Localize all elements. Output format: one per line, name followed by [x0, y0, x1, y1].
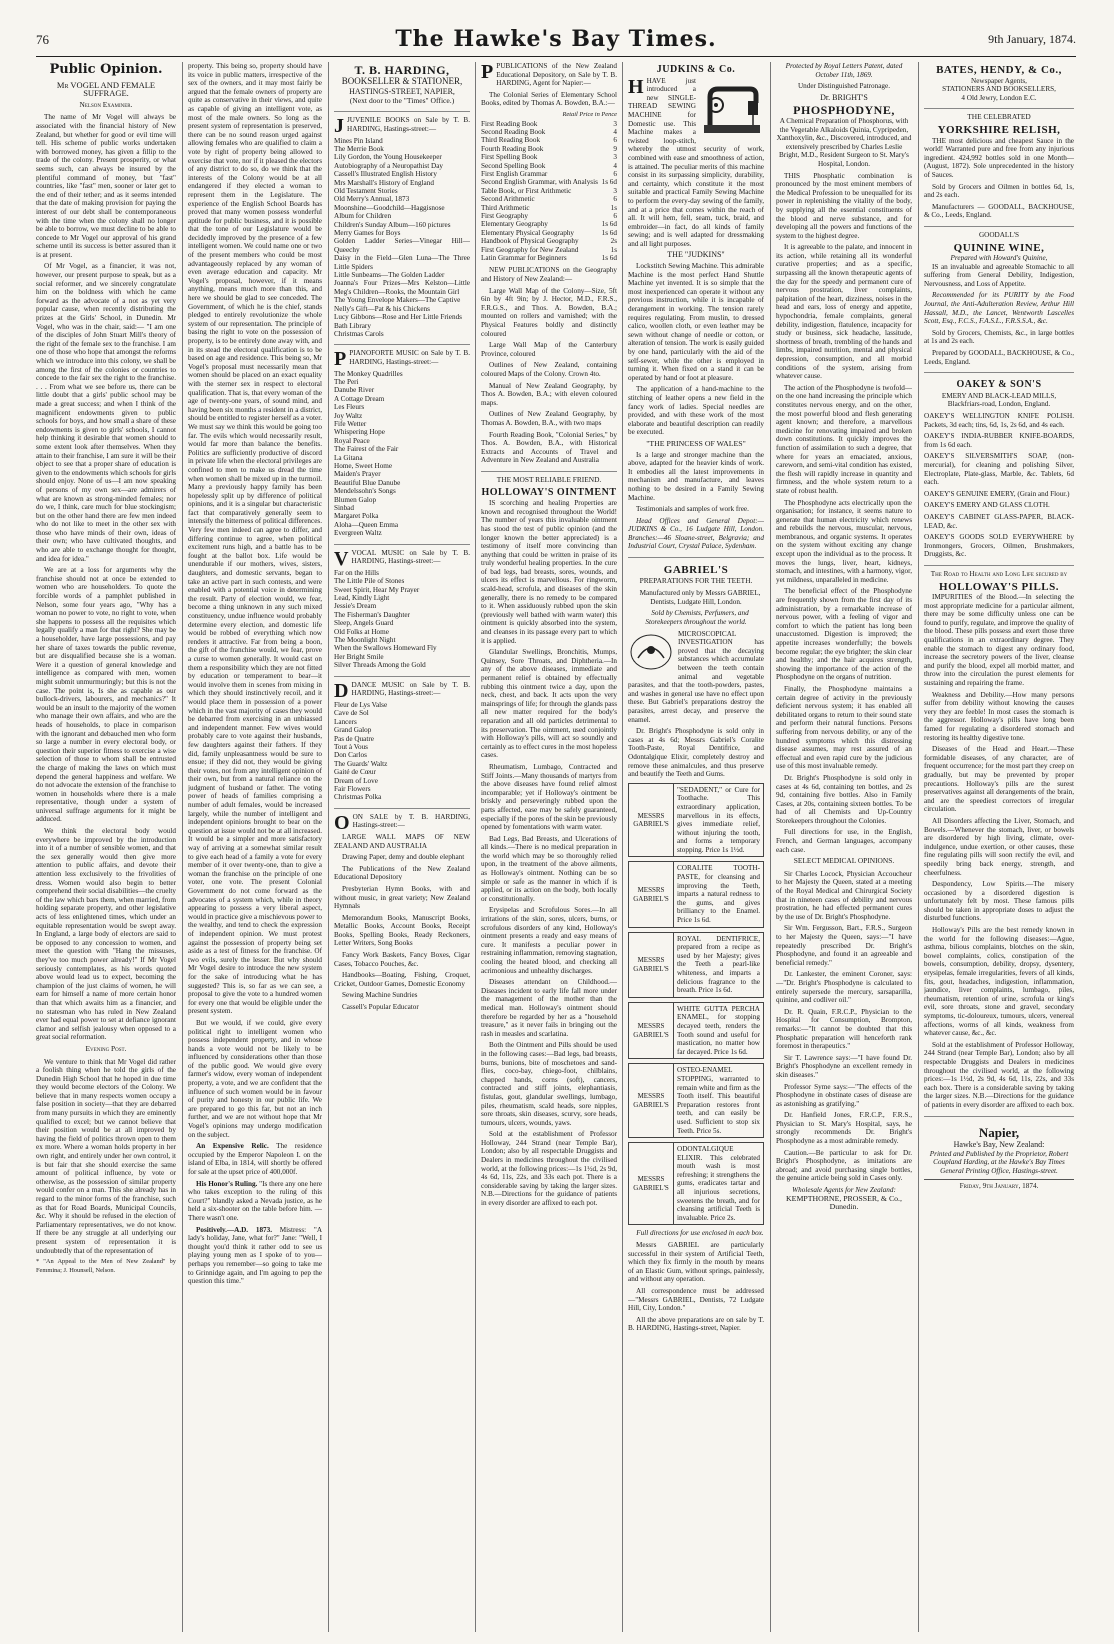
list-item: Tout à Vous [334, 742, 368, 751]
advert-tagline: GOODALL'S [978, 230, 1020, 239]
article-paragraph: property. This being so, property should have its voice in public matters, irrespective of the sex of the owners, and it may most fairly be argued that the female owners of property are quite as conservative in their views, and quite as capable of giving an intelligent vote, as most of the male owners. So long as the present system of representation is preserved, there can be no sound reason urged against allowing females who are qualified to claim a vote by right of property being allowed to exercise that vote, nor if it pleased the electors of any district to do so, do we think that the interests of the Colony would be at all endangered if they elected a woman to represent them in the Legislature. The experience of the English School Boards has proved that many women possess wonderful aptitude for public business, and it is possible that the tone of our Legislature would be decidedly improved by the presence of a few intelligent women. We could name one or two of the present members who could be most advantageously replaced by any woman of even average education and capacity. Mr Vogel's proposal, however, if it means anything, means much more than this, and here we should be glad to see conceded. The Government, of which he is the chief, stands pledged to entirely revolutionize the whole system of our representation. The principle of basing the right to vote on the possession of property, is to be entirely done away with, and in its stead the electoral qualification is to be based on age and residence. This being so, Mr Vogel's proposal must necessarily mean that women should be placed on an exact equality with the sterner sex in respect to electoral qualification. That is, that every woman of the age of twenty-one years, of sound mind, and having been six months a resident in a district, should be entitled to register herself as a voter. We must say we think this would be going too far. The evils which would necessarily result, would far more than balance the benefits. Politics are sufficiently productive of discord in private life when the electoral privileges are confined to men to make us dread the time when women shall be mixed up in the turmoil. Many a previously happy family has been hopelessly split up by difference of political opinions, and it is a singular but characteristic fact that comparatively generally seem to intensify the bitterness of political differences. Very few men indeed can agree to differ, and differing continue to agree, when political excitement runs high, and a battle has to be fought at the ballot box. Life would be unendurable if our mothers, wives, sisters, daughters, and domestic servants, began to take an active part in such contests, and were enabled with a potential voice in determining the result. Party of election would, we fear, become a thing unknown in any such mixed constituency, undue influence would probably determine every election, and domestic life would be robbed of everything which now renders it attractive. Far from being a boon, the gift of the franchise would, we fear, prove a curse to women generally. It would cast on them a responsibility which they are not fitted by education or temperament to bear—it would involve them in scenes from mixing in which they should instinctively recoil, and it would place them in possession of a power which in the vast majority of cases they would be debarred from exercising in an unbiassed and independent manner. Few wives would probably care to vote against their husbands, few daughters against their fathers. If they did, family unpleasantness would be sure to ensue; if they did not, they would be giving their votes, not from any intelligent opinion of their own, but from a natural reliance on the judgment of husband or father. The voting power of heads of families comprising a number of adult females, would be increased largely, while the number of intelligent and independent opinions brought to bear on the question at issue would not be at all increased. It would be a simpler and more satisfactory way of arriving at a somewhat similar result to give each head of a family a vote for every member of it over twenty-one, than to give a woman the franchise on the principle of one voter, one vote. The present Colonial Government do not come forward as the advocates of a system which, while in theory appearing to possess a very liberal aspect, would in practice give a mischievous power to the wealthy, and tend to check the expression of independent opinion. We must protest against the possession of property being set aside as a test of fitness for the franchise. Of two evils, surely the lesser. But why should Mr Vogel desire to introduce the new system for the sake of introducing what he has suggested? This is, so far as we can see, a proposal to give the vote to a hundred women for every one that would be eligible under the present system. [188, 62, 322, 1016]
patronage-note: Under Distinguished Patronage. [797, 82, 891, 91]
gabriel-item: MESSRS GABRIEL'S "SEDADENT," or Cure for Toothache. This extraordinary application, marvellous in its effects, gives immediate relief, without injuring the tooth, and forms a temporary stopping. Price 1s 1½d. [628, 783, 764, 858]
list-item: Bath Library [334, 321, 371, 330]
list-item: Outlines of New Zealand Geography, by Thomas A. Bowden, B.A., with two maps [481, 410, 617, 427]
advert-tagline: THE CELEBRATED [967, 112, 1031, 122]
page-header [36, 26, 1076, 57]
price-row: Latin Grammar for Beginners 1s 6d [481, 254, 617, 263]
article-paragraph: The name of Mr Vogel will always be associated with the financial history of New Zealand, but whether for good or evil time will tell. His scheme of public works undertaken with borrowed money, has given a fillip to the trade of the colony. Present prosperity, or what seems such, can always be insured by the plentiful command of money, but "fast" countries, like "fast" men, sooner or later get to the end of their tether; and as it seems intended that the date of making provision for paying the interest of our debt shall be contemporaneous with the time when the colony shall no longer be able to borrow, we must decline to be able to concede to Mr Vogel our approval of his grand scheme until its success is better assured than it is at present. [36, 113, 176, 259]
advert-paragraph: The action of the Phosphodyne is twofold—on the one hand increasing the principle which constitutes nervous energy, and on the other, the most powerful blood and flesh generating agent known; and therefore, a marvellous medicine for renovating impaired and broken down constitutions. It quickly improves the function of assimilation to such a degree, that where for years an emaciated, anxious, careworn, and semi-vital condition has existed, the flesh will rapidly increase in quantity and firmness, and the whole system return to a state of robust health. [776, 383, 912, 495]
list-item: Lucy Gibbons—Rose and Her Little Friends [334, 313, 462, 322]
advert-tagline: THE MOST RELIABLE FRIEND. [496, 474, 602, 484]
product-name: "THE PRINCESS OF WALES" [646, 438, 746, 448]
list-item: Manual of New Zealand Geography, by Thos A. Bowden, B.A.; with eleven coloured maps. [481, 381, 617, 407]
price-row: First Spelling Book 3 [481, 153, 617, 162]
advert-tagline: The Road to Health and Long Life secured by [930, 569, 1068, 578]
item-text: The residence occupied by the Emperor Napoleon I. on the island of Elba, in 1814, will shortly be offered for sale at the upset price of 400,000f. [188, 1142, 322, 1176]
patent-note: Protected by Royal Letters Patent, dated October 11th, 1869. [785, 62, 903, 79]
list-item: The Peri [334, 377, 359, 386]
advert-paragraph: Sold at the establishment of Professor Holloway, 244 Strand (near Temple Bar), London; also by all respectable Druggists and Dealers in medicines throughout the civilised world, at the following prices:—1s 1½d, 2s 9d, 4s 6d, 11s, 22s, and 33s each pot. There is a considerable saving by taking the larger sizes. N.B.—Directions for the guidance of patients in every disorder are affixed to each pot. [481, 1130, 617, 1208]
imprint-paper: Hawke's Bay, New Zealand: [953, 1140, 1045, 1150]
list-item: Home, Sweet Home [334, 461, 393, 470]
price-row: Table Book, or First Arithmetic 3 [481, 186, 617, 195]
price-row: First Geography 6 [481, 212, 617, 221]
list-item: Far on the Hills [334, 568, 379, 577]
column-7 [924, 62, 1074, 1632]
advert-paragraph: THIS Phosphatic combination is pronounced by the most eminent members of the Medical Profession to be unequalled for its power in replenishing the vitality of the body, by supplying all the essential constituents of the blood and nerve substance, and for developing all the powers and functions of the system to the highest degree. [776, 171, 912, 240]
price-row: Second Reading Book 4 [481, 127, 617, 136]
advert-holloway-pills [924, 565, 1074, 1110]
list-item: Royal Peace [334, 436, 370, 445]
list-item: When the Swallows Homeward Fly [334, 644, 437, 653]
advert-text: MICROSCOPICAL INVESTIGATION has proved that the decaying substances which accumulate between the teeth contain animal and vegetable parasites, and that the tooth-powders, pastes, and washes in general use have no effect upon these. But Gabriel's preparations destroy the parasites, arrest decay, and preserve the enamel. [628, 629, 764, 724]
price-row: Second Arithmetic 6 [481, 195, 617, 204]
list-item: Old Folks at Home [334, 627, 389, 636]
sewing-machine-illustration [700, 79, 764, 137]
list-item: Mendelssohn's Songs [334, 487, 396, 496]
advert-paragraph: All the above preparations are on sale by T. B. HARDING, Hastings-street, Napier. [628, 1315, 764, 1333]
list-item: Whispering Hope [334, 428, 385, 437]
advert-holloway-ointment [481, 471, 617, 1208]
list-item: Large Wall Map of the Colony—Size, 5ft 6in by 4ft 9in; by J. Hector, M.D., F.R.S., F.R.G.S., and Thos. A. Bowden, B.A.; mounted on rollers and varnished; with the Physical Features boldly and distinctly coloured [481, 286, 617, 338]
opinion: Sir Wm. Fergusson, Bart., F.R.S., Surgeon to her Majesty the Queen, says:—"I have repeatedly prescribed Dr. Bright's Phosphodyne, and found it an agreeable and beneficial remedy." [776, 924, 912, 967]
list-item: OAKEY'S INDIA-RUBBER KNIFE-BOARDS, from 1s 6d each. [924, 432, 1074, 449]
advert-paragraph: All correspondence must be addressed—"Messrs GABRIEL, Dentists, 72 Ludgate Hill, City, London." [628, 1287, 764, 1313]
advert-title: HOLLOWAY'S OINTMENT [481, 486, 617, 498]
advert-pianoforte-music: PPIANOFORTE MUSIC on Sale by T. B. HARDING, Hastings-street:— The Monkey Quadrilles The Peri Danube River A Cottage Dream Les Fleurs Joy Waltz Fife Wetter Whispering Hope Royal Peace The Fairest of the Fair La Gitana Home, Sweet Home Maiden's Prayer Beautiful Blue Danube Mendelssohn's Songs Blumen Galop Sinbad Margaret Polka Aloha—Queen Emma Evergreen Waltz [334, 344, 470, 537]
list-item: Her Bright Smile [334, 652, 384, 661]
advert-paragraph: All Disorders affecting the Liver, Stomach, and Bowels.—Whenever the stomach, liver, or bowels are disordered by high living, climate, over-indulgence, undue exertion, or other causes, these fine regulating pills will soon rectify the evil, and speedily bring back energy, strength, and cheerfulness. [924, 816, 1074, 877]
list-item: LARGE WALL MAPS OF NEW ZEALAND AND AUSTRALIA [334, 832, 470, 850]
list-item: Fancy Work Baskets, Fancy Boxes, Cigar Cases, Tobacco Pouches, &c. [334, 951, 470, 968]
advert-note: Full directions for use enclosed in each box. [636, 1229, 764, 1238]
advert-paragraph: Finally, the Phosphodyne maintains a certain degree of activity in the previously deficient nervous system; it has enabled all debilitated organs to return to their sound state and perform their natural functions. Persons suffering from nervous debility, or any of the hundred symptoms which this distressing disease assumes, may rest assured of an effectual and even rapid cure by the judicious use of this most invaluable remedy. [776, 684, 912, 771]
footnote: * "An Appeal to the Men of New Zealand" by Femmina; J. Hounsell, Nelson. [36, 1258, 176, 1274]
list-item: Large Wall Map of the Canterbury Province, coloured [481, 341, 617, 358]
advert-vocal-music: VVOCAL MUSIC on Sale by T. B. HARDING, Hastings-street:— Far on the Hills The Little Pile of Stones Sweet Spirit, Hear My Prayer Lead, Kindly Light Jessie's Dream The Fisherman's Daughter Sleep, Angels Guard Old Folks at Home The Moonlight Night When the Swallows Homeward Fly Her Bright Smile Silver Threads Among the Gold [334, 544, 470, 670]
advert-title: OAKEY & SON'S [956, 379, 1042, 391]
advert-text: HAVE just introduced a new SINGLE-THREAD SEWING MACHINE for Domestic use. This Machine makes a twisted loop-stitch, whereby the utmost security of work, combined with ease and smoothness of action, is attained. The peculiar merits of this machine consist in its surpassing simplicity, durability, and certainty, which constitute it the most suitable and practical Family Sewing Machine to perform the every-day sewing of the family, and at a price that comes within the reach of all. It will hem, fell, seam, tuck, braid, and embroider—in fact, do all kinds of family sewing; and is well adapted for dressmaking and all light purposes. [628, 76, 764, 248]
list-item: Dream of Love [334, 776, 378, 785]
column-rule [475, 62, 476, 1632]
advert-quinine-wine [924, 226, 1074, 366]
advert-paragraph: Glandular Swellings, Bronchitis, Mumps, Quinsey, Sore Throats, and Diphtheria.—In any of the above diseases, immediate and permanent relief is obtained by effectually rubbing this ointment twice a day, upon the neck, chest, and back. It acts upon the very mainsprings of life; for through the glands pass all new matter required for the body's reparation and all old particles detrimental to its preservation. The ointment, used conjointly with Holloway's pills, will act so soundly and certainly as to effect cures in the most hopeless cases. [481, 648, 617, 760]
list-item: Christmas Polka [334, 793, 382, 802]
article-source: Nelson Examiner. [79, 99, 133, 109]
price-list [481, 120, 617, 263]
list-item: OAKEY'S SILVERSMITH'S SOAP, (non-mercurial), for cleaning and polishing Silver, Electroplate, Plate-glass, Marble, &c. Tablets, 6d each. [924, 452, 1074, 487]
list-item: Fleur de Lys Valse [334, 700, 388, 709]
list-item: The Fisherman's Daughter [334, 610, 410, 619]
price-row: First English Grammar 6 [481, 170, 617, 178]
price-row: Third Reading Book 6 [481, 136, 617, 145]
list-item: Fourth Reading Book, "Colonial Series," by Thos. A. Bowden, B.A., with Historical Extracts and Accounts of Travel and Adventure in New Zealand and Australia [481, 430, 617, 465]
advert-subheading: The Colonial Series of Elementary School Books, edited by Thomas A. Bowden, B.A.:— [481, 90, 617, 108]
price-row: Second English Grammar, with Analysis 1s 6d [481, 178, 617, 187]
column-rule [328, 62, 329, 1632]
price-row: Third Arithmetic 1s [481, 203, 617, 212]
list-item: The Moonlight Night [334, 636, 396, 645]
imprint-date: Friday, 9th January, 1874. [924, 1179, 1074, 1191]
price-row: Handbook of Physical Geography 2s [481, 237, 617, 246]
firm-name: BATES, HENDY, & Co., [936, 64, 1062, 76]
firm-address: HASTINGS-STREET, NAPIER, [349, 87, 455, 97]
advert-gabriel [628, 557, 764, 1333]
advert-subheading: NEW PUBLICATIONS on the Geography and History of New Zealand:— [481, 266, 617, 284]
list-item: Cassell's Popular Educator [342, 1003, 419, 1012]
advert-subtitle: PREPARATIONS FOR THE TEETH. [639, 575, 753, 585]
list-item: Margaret Polka [334, 512, 379, 521]
advert-paragraph: It is agreeable to the palate, and innocent in its action, while retaining all its wonderful curative properties; and as a specific, surpassing all the known therapeutic agents of the day for the speedy and permanent cure of nervous prostration, liver complaints, palpitation of the heart, dizziness, noises in the head and ears, loss of energy and appetite, hypochondria, female complaints, general debility, indigestion, flatulence, incapacity for study or business, sick headache, lassitude, shortness of breath, trembling of the hands and limbs, impaired nutrition, mental and physical depression, consumption, and all morbid conditions of the system, arising from whatever cause. [776, 243, 912, 381]
article-source: Evening Post. [85, 1043, 127, 1053]
advert-juvenile-books: JJUVENILE BOOKS on Sale by T. B. HARDING, Hastings-street:— Mines Pin Island The Merrie Book Lily Gordon, the Young Housekeeper Autobiography of a Neuropathist Day Cassell's Illustrated English History Mrs Marshall's History of England Old Testament Stories Old Merry's Annual, 1873 Moonshine—Goodchild—Haggisnose Album for Children Children's Sunday Album—160 pictures Merry Games for Boys Golden Ladder Series—Vinegar Hill—Queechy Daisy in the Field—Glen Luna—The Three Little Spiders Little Sunbeams—The Golden Ladder Joanna's Four Prizes—Mrs Kelston—Little Meg's Children—Rooks, the Mountain Girl The Young Envelope Makers—The Captive Nelly's Gift—Pat & his Chickens Lucy Gibbons—Rose and Her Little Friends Bath Library Christmas Carols [334, 111, 470, 338]
advert-paragraph: IS scorching and healing Properties are known and recognised throughout the World! The number of years this invaluable ointment has stood the test of public opinion (and the longer known the better appreciated) is a testimony of itself more convincing than anything that could be written in praise of its truly wonderful healing properties. In the cure of bad legs, bad breasts, sores, wounds, and ulcers its effect is marvellous. For ringworm, scald-head, scrofula, and diseases of the skin generally, there is no remedy to be compared to it. When assiduously rubbed upon the skin (previously well bathed with warm water) this ointment is quickly absorbed into the system, and cleanses in its passage every part to which it is applied. [481, 499, 617, 645]
list-item: Daisy in the Field—Glen Luna—The Three Little Spiders [334, 254, 470, 271]
firm-trade: BOOKSELLER & STATIONER, [341, 75, 463, 86]
advert-subheading: SELECT MEDICAL OPINIONS. [793, 856, 895, 866]
firm-trade: Newspaper Agents, [971, 76, 1027, 85]
advert-title: HOLLOWAY'S PILLS. [939, 580, 1059, 593]
list-item: Cave de Sol [334, 709, 369, 718]
list-item: OAKEY'S EMERY AND GLASS CLOTH. [924, 501, 1050, 510]
music-list [334, 370, 470, 538]
price-row: First Reading Book 3 [481, 119, 617, 128]
list-item: Merry Games for Boys [334, 229, 401, 238]
opinion: Professor Syme says:—"The effects of the Phosphodyne in obstinate cases of disease are as astonishing as gratifying." [776, 1082, 912, 1108]
list-item: Golden Ladder Series—Vinegar Hill—Queechy [334, 237, 470, 254]
list-item: Sinbad [334, 504, 354, 512]
advert-paragraph: Full directions for use, in the English, French, and German languages, accompany each case. [776, 828, 912, 854]
list-item: Don Carlos [334, 751, 367, 760]
advert-paragraph: Dr. Bright's Phosphodyne is sold only in cases at 4s 6d, containing ten bottles, and 2s 9d, containing five bottles. Also in Family Cases, at 20s, containing sixteen bottles. To be had of all Chemists and Up-Country Storekeepers throughout the Colonies. [776, 773, 912, 825]
advert-paragraph: The Phosphodyne acts electrically upon the organisation; for instance, it seems nature to generate that human electricity which renews and rebuilds the nervous, muscular, nervous, membranous, and organic systems. It operates on the system without exciting any change except upon the individual as to the process. It moves the lungs, liver, heart, kidneys, stomach, and intestines, with a harmony, vigor, yet mildness, unparalleled in medicine. [776, 498, 912, 584]
list-item: Grand Galop [334, 726, 372, 735]
column-rule [182, 62, 183, 1632]
page-number: 76 [36, 32, 49, 47]
opinion: Sir Charles Locock, Physician Accoucheur to her Majesty the Queen, stated at a meeting of the Royal Medical and Chirurgical Society that in nineteen cases of debility and nervous prostration, he had effected permanent cures by the use of Dr. Bright's Phosphodyne. [776, 869, 912, 921]
advert-paragraph: IMPURITIES of the Blood.—In selecting the most appropriate medicine for a particular ailment, there may be some difficulty unless one can be found to purify, regulate, and improve the quality of the blood. These pills possess and exert those three qualifications in an extraordinary degree. They enable the stomach to digest any ordinary food, increase the secretory powers of the liver, cleanse and purify the blood, expel all morbid matter, and throw into the circulation the purest elements for sustaining and repairing the frame. [924, 593, 1074, 688]
list-item: Album for Children [334, 212, 392, 221]
list-item: Mrs Marshall's History of England [334, 178, 434, 187]
article-title: Mr VOGEL AND FEMALE SUFFRAGE. [56, 79, 156, 99]
list-item: Little Sunbeams—The Golden Ladder [334, 271, 445, 280]
item-text: "Is there any one here who takes exception to the ruling of this Court?" blandly asked a Nevada justice, as he held a six-shooter on the table before him. —There wasn't one. [188, 1179, 322, 1222]
firm-note: (Next door to the "Times" Office.) [349, 95, 455, 105]
advert-paragraph: Holloway's Pills are the best remedy known in the world for the following diseases:—Ague, asthma, bilious complaints, blotches on the skin, bowel complaints, colics, constipation of the bowels, consumption, debility, dropsy, dysentery, erysipelas, female irregularities, fevers of all kinds, fits, gout, headaches, indigestion, inflammation, jaundice, liver complaints, lumbago, piles, rheumatism, retention of urine, scrofula or king's evil, sore throats, stone and gravel, secondary symptoms, tic-doloureux, tumours, ulcers, venereal affections, worms of all kinds, weakness from whatever cause, &c., &c. [924, 926, 1074, 1038]
list-item: Christmas Carols [334, 329, 384, 338]
advert-oakey [924, 372, 1074, 559]
gabriel-item: MESSRS GABRIEL'S WHITE GUTTA PERCHA ENAMEL, for stopping decayed teeth, renders the Tooth sound and useful for mastication, no matter how far decayed. Price 1s 6d. [628, 1002, 764, 1060]
column-rule [770, 62, 771, 1632]
column-rule [622, 62, 623, 1632]
advert-paragraph: Testimonials and samples of work free. [636, 505, 749, 514]
gabriel-item: MESSRS GABRIEL'S CORALITE TOOTH-PASTE, for cleansing and improving the Teeth, imparts a natural redness to the gums, and gives brilliancy to the Enamel. Price 1s 6d. [628, 861, 764, 927]
item-title: Positively.—A.D. 1873. [196, 1225, 273, 1234]
advert-paragraph: Prepared by GOODALL, BACKHOUSE, & Co., Leeds, England. [924, 349, 1074, 366]
advert-text: Sold by Chemists, Perfumers, and Storekeepers throughout the world. [645, 609, 749, 627]
agent-label: Wholesale Agents for New Zealand: [792, 1186, 896, 1195]
list-item: OAKEY'S GOODS SOLD EVERYWHERE by Ironmongers, Grocers, Oilmen, Brushmakers, Druggists, &c. [924, 533, 1074, 559]
list-item: Cassell's Illustrated English History [334, 170, 437, 179]
list-item: Jessie's Dream [334, 602, 377, 611]
list-item: The Young Envelope Makers—The Captive [334, 296, 461, 305]
advert-heading: ON SALE by T. B. HARDING, Hastings-street:— [352, 812, 470, 830]
list-item: Old Testament Stories [334, 187, 398, 195]
list-item: Joanna's Four Prizes—Mrs Kelston—Little Meg's Children—Rooks, the Mountain Girl [334, 279, 470, 296]
trade-mark-seal-icon [628, 632, 674, 672]
caution: Caution.—Be particular to ask for Dr. Bright's Phosphodyne, as imitations are abroad; and avoid purchasing single bottles, the genuine article being sold in Cases only. [776, 1148, 912, 1183]
column-4: PPUBLICATIONS of the New Zealand Educational Depository, on Sale by T. B. HARDING, Agent for Napier:— The Colonial Series of Elementary School Books, edited by Thomas A. Bowden, B.A.:— Retail Price in Pence First Reading Book 3 Second Reading Book 4 Third Reading Book 6 Fourth Reading Book 9 First Spelling Book 3 Second Spelling Book 4 First English Grammar 6 Second English Grammar, with Analysis 1s 6d Table Book, or First Arithmetic 3 Second Arithmetic 6 Third Arithmetic 1s First Geography 6 Elementary Geography 1s 6d Elementary Physical Geography 1s 6d Handbook of Physical Geography 2s First Geography for New Zealand 1s Latin Grammar for Beginners 1s 6d NEW PUBLICATIONS on the Geography and History of New Zealand:— Large Wall Map of the Colony—Size, 5ft 6in by 4ft 9in; by J. Hector, M.D., F.R.S., F.R.G.S., and Thos. A. Bowden, B.A.; mounted on rollers and varnished; with the Physical Features boldly and distinctly coloured Large Wall Map of the Canterbury Province, coloured Outlines of New Zealand, containing coloured Maps of the Colony. Crown 4to. Manual of New Zealand Geography, by Thos A. Bowden, B.A.; with eleven coloured maps. Outlines of New Zealand Geography, by Thomas A. Bowden, B.A., with two maps Fourth Reading Book, "Colonial Series," by Thos. A. Bowden, B.A., with Historical Extracts and Accounts of Travel and Adventure in New Zealand and Australia THE MOST RELIABLE FRIEND. HOLLOWAY'S OINTMENT IS scorching and healing Properties are known and recognised throughout the World! The number of years this invaluable ointment has stood the test of public opinion (and the longer known the better appreciated) is a testimony of itself more convincing than anything that could be written in praise of its truly wonderful healing properties. In the cure of bad legs, bad breasts, sores, wounds, and ulcers its effect is marvellous. For ringworm, scald-head, scrofula, and diseases of the skin generally, there is no remedy to be compared to it. When assiduously rubbed upon the skin (previously well bathed with warm water) this ointment is quickly absorbed into the system, and cleanses in its passage every part to which it is applied. Glandular Swellings, Bronchitis, Mumps, Quinsey, Sore Throats, and Diphtheria.—In any of the above diseases, immediate and permanent relief is obtained by effectually rubbing this ointment twice a day, upon the neck, chest, and back. It acts upon the very mainsprings of life; for through the glands pass all new matter required for the body's reparation and all old particles detrimental to its preservation. The ointment, used conjointly with Holloway's pills, will act so soundly and certainly as to effect cures in the most hopeless cases. Rheumatism, Lumbago, Contracted and Stiff Joints.—Many thousands of martyrs from the above diseases have found relief almost incomparable; yet if Holloway's ointment be briskly and perseveringly rubbed upon the parts affected, ease may be safely guaranteed, especially if the pores of the skin be previously opened by fomentations with warm water. Bad Legs, Bad Breasts, and Ulcerations of all kinds.—There is no medical preparation in the world which may be so thoroughly relied upon, in the treatment of the above ailments, as Holloway's ointment. Nothing can be so simple or safe as the manner in which if is applied, or its action on the body, both locally or constitutionally. Erysipelas and Scrofulous Sores.—In all irritations of the skin, sores, ulcers, burns, or scrofulous disorders of any kind, Holloway's ointment presents a ready and easy means of cure. It manifests a peculiar power in restraining inflammation, removing stagnation, cooling the heated blood, and checking all acrimonious and unhealthy discharges. Diseases attendant on Childhood.—Diseases incident to early life fall more under the management of the mother than the medical man. Holloway's ointment should therefore be regarded by her as a "household treasure," as it never fails in bringing out the rash in measles and scarlatina. Both the Ointment and Pills should be used in the following cases:—Bad legs, bad breasts, burns, bunions, bite of moschetoes and sand-flies, coco-bay, chiego-foot, chilblains, chapped hands, corns (soft), cancers, contracted and stiff joints, elephantiasis, fistulas, gout, glandular swellings, lumbago, piles, rheumatism, scald heads, sore nipples, sore throats, skin diseases, scurvy, sore heads, tumours, ulcers, wounds, yaws. Sold at the establishment of Professor Holloway, 244 Strand (near Temple Bar), London; also by all respectable Druggists and Dealers in medicines throughout the civilised world, at the following prices:—1s 1½d, 2s 9d, 4s 6d, 11s, 22s, and 33s each pot. There is a considerable saving by taking the larger sizes. N.B.—Directions for the guidance of patients in every disorder are affixed to each pot. [481, 62, 617, 1208]
advert-paragraph: Bad Legs, Bad Breasts, and Ulcerations of all kinds.—There is no medical preparation in the world which may be so thoroughly relied upon, in the treatment of the above ailments, as Holloway's ointment. Nothing can be so simple or safe as the manner in which if is applied, or its action on the body, both locally or constitutionally. [481, 834, 617, 903]
firm-name: JUDKINS & Co. [656, 64, 736, 75]
list-item: Nelly's Gift—Pat & his Chickens [334, 304, 430, 313]
advert-address: Blackfriars-road, London, England. [947, 400, 1051, 409]
price-row: Elementary Physical Geography 1s 6d [481, 228, 617, 237]
list-item: Memorandum Books, Manuscript Books, Metallic Books, Account Books, Receipt Books, Spelling Books, Ready Reckoners, Letter Writers, Song Books [334, 913, 470, 948]
advert-paragraph: Weakness and Debility.—How many persons suffer from debility without knowing the causes very they are feeble! In most cases the stomach is the aggressor. Holloway's pills have long been famed for regulating a disordered stomach and restoring its healthy digestive tone. [924, 690, 1074, 742]
price-header: Retail Price in Pence [562, 110, 617, 118]
list-item: The Fairest of the Fair [334, 445, 399, 454]
price-row: Second Spelling Book 4 [481, 161, 617, 170]
advert-paragraph: The application of a hand-machine to the stitching of leather opens a new field in the fancy work of ladies. Special needles are provided, and with these work of the most elaborate and beautiful description can readily be executed. [628, 385, 764, 437]
advert-text: Manufactured only by Messrs GABRIEL, Dentists, Ludgate Hill, London. [639, 589, 761, 606]
list-item: Fife Wetter [334, 419, 367, 428]
advert-paragraph: The beneficial effect of the Phosphodyne are frequently shown from the first day of its administration, by a remarkable increase of nervous power, with a feeling of vigor and comfort to which the patient has long been unaccustomed. Digestion is improved; the appetite increases wonderfully; the bowels become regular; the eye brighter; the skin clear and healthy; and the hair acquires strength, showing the importance of the action of the Phosphodyne on the organs of nutrition. [776, 587, 912, 682]
advert-heading: PUBLICATIONS of the New Zealand Educational Depository, on Sale by T. B. HARDING, Agent for Napier:— [496, 62, 617, 88]
advert-text: A Chemical Preparation of Phosphorus, with the Vegetable Alkaloids Quinia, Cypripeden, Xanthoxylin, &c., Discovered, introduced, and extensively prescribed by Charles Leslie Bright, M.D., Resident Surgeon to St. Mary's Hospital, London. [776, 116, 912, 168]
list-item: Les Fleurs [334, 403, 365, 412]
masthead: The Hawke's Bay Times. [395, 26, 717, 52]
firm-trade: STATIONERS AND BOOKSELLERS, [942, 85, 1056, 94]
opinion: Dr. Hanfield Jones, F.R.C.P., F.R.S., Physician to St. Mary's Hospital, says, he strongly recommends Dr. Bright's Phosphodyne as a most admirable remedy. [776, 1111, 912, 1146]
imprint-text: Printed and Published by the Proprietor, Robert Coupland Harding, at the Hawke's Bay Times General Printing Office, Hastings-street. [929, 1149, 1069, 1175]
item-title: An Expensive Relic. [196, 1142, 269, 1151]
list-item: Lead, Kindly Light [334, 594, 390, 603]
advert-title: GABRIEL'S [663, 564, 729, 577]
advert-paragraph: Both the Ointment and Pills should be used in the following cases:—Bad legs, bad breasts, burns, bunions, bite of moschetoes and sand-flies, coco-bay, chiego-foot, chilblains, chapped hands, corns (soft), cancers, contracted and stiff joints, elephantiasis, fistulas, gout, glandular swellings, lumbago, piles, rheumatism, scald heads, sore nipples, sore throats, skin diseases, scurvy, sore heads, tumours, ulcers, wounds, yaws. [481, 1041, 617, 1127]
list-item: Blumen Galop [334, 495, 377, 504]
list-item: Sweet Spirit, Hear My Prayer [334, 585, 420, 594]
advert-paragraph: Manufacturers — GOODALL, BACKHOUSE, & Co., Leeds, England. [924, 202, 1074, 220]
list-item: Drawing Paper, demy and double elephant [342, 853, 465, 862]
price-row: Elementary Geography 1s 6d [481, 220, 617, 229]
list-item: The Little Pile of Stones [334, 577, 405, 586]
advert-paragraph: Lockstitch Sewing Machine. This admirable Machine is the most perfect Hand Shuttle Machine yet invented. It is so simple that the most inexperienced can operate it without any previous instruction, while it is incapable of derangement in working. The tension rarely requires regulating. From muslin, to dressed calico, woollen cloth, or even leather may be sewn without change of needle or cotton, or alteration of tension. The work is easily guided by one hand, particularly with the aid of the self-sewer, while the other is employed in turning it. When fixed on a stand it can be operated by hand or foot at pleasure. [628, 262, 764, 382]
list-item: Joy Waltz [334, 411, 363, 420]
gabriel-item: MESSRS GABRIEL'S ROYAL DENTIFRICE, prepared from a recipe as used by her Majesty; gives the Teeth a pearl-like whiteness, and imparts a delicious fragrance to the breath. Price 1s 6d. [628, 932, 764, 998]
list-item: Maiden's Prayer [334, 470, 381, 479]
list-item: La Gitana [334, 453, 363, 462]
list-item: The Merrie Book [334, 144, 384, 153]
agent-name: KEMPTHORNE, PROSSER, & Co., Dunedin. [786, 1193, 902, 1212]
list-item: The Guards' Waltz [334, 759, 388, 768]
advert-subtitle: Prepared with Howard's Quinine, [950, 254, 1048, 263]
list-item: Silver Threads Among the Gold [334, 661, 426, 670]
list-item: Lily Gordon, the Young Housekeeper [334, 153, 442, 162]
advert-paragraph: Rheumatism, Lumbago, Contracted and Stiff Joints.—Many thousands of martyrs from the above diseases have found relief almost incomparable; yet if Holloway's ointment be briskly and perseveringly rubbed upon the parts affected, ease may be safely guaranteed, especially if the pores of the skin be previously opened by fomentations with warm water. [481, 762, 617, 832]
imprint [924, 1116, 1074, 1191]
opinion: Sir T. Lawrence says:—"I have found Dr. Bright's Phosphodyne an excellent remedy in skin diseases." [776, 1053, 912, 1079]
item-text: Mistress: "A lady's holiday, Jane, what for?" Jane: "Well, I thought you'd think it rather odd to see us playing young men as I spoke of to you—perhaps you remember—so going to take me to Grinnidge again, and I'm agoing to pep the question this time." [188, 1225, 322, 1286]
imprint-place: Napier, [978, 1124, 1020, 1140]
list-item: Fair Flowers [334, 784, 371, 793]
book-list [334, 137, 470, 339]
list-item: The Publications of the New Zealand Educational Depository [334, 864, 470, 882]
list-item: Presbyterian Hymn Books, with and without music, in great variety; New Zealand Hymnals [334, 884, 470, 911]
advert-on-sale: OON SALE by T. B. HARDING, Hastings-street:— LARGE WALL MAPS OF NEW ZEALAND AND AUSTRALIA Drawing Paper, demy and double elephant The Publications of the New Zealand Educational Depository Presbyterian Hymn Books, with and without music, in great variety; New Zealand Hymnals Memorandum Books, Manuscript Books, Metallic Books, Account Books, Receipt Books, Spelling Books, Ready Reckoners, Letter Writers, Song Books Fancy Work Baskets, Fancy Boxes, Cigar Cases, Tobacco Pouches, &c. Handbooks—Boating, Fishing, Croquet, Cricket, Outdoor Games, Domestic Economy Sewing Machine Sundries Cassell's Popular Educator [334, 808, 470, 1012]
column-3 [334, 62, 470, 1632]
advert-subtitle: Dr. BRIGHT'S [820, 92, 868, 102]
advert-paragraph: Diseases of the Head and Heart.—These formidable diseases, of any character, are of frequent occurrence; for the most part they creep on gradually, but may be prevented by proper precautions. Holloway's pills are the surest preservatives against all derangements of the brain, and are the speediest correctors of irregular circulation. [924, 745, 1074, 814]
advert-paragraph: Messrs GABRIEL are particularly successful in their system of Artificial Teeth, which they fix firmly in the mouth by means of an Elastic Gum, without springs, painlessly, and without any operation. [628, 1241, 764, 1284]
music-list [334, 569, 470, 670]
advert-paragraph: Diseases attendant on Childhood.—Diseases incident to early life fall more under the management of the mother than the medical man. Holloway's ointment should therefore be regarded by her as a "household treasure," as it never fails in bringing out the rash in measles and scarlatina. [481, 978, 617, 1038]
firm-name: T. B. HARDING, [354, 63, 450, 77]
article-paragraph: Of Mr Vogel, as a financier, it was not, however, our present purpose to speak, but as a social reformer, and we sincerely congratulate him on the boldness with which he came forward as the advocate of a not as yet very popular cause, when recently distributing the prizes at the Girls' School, in Dunedin. Mr Vogel, who was in the chair, said:— "I am one of the disciples of John Stuart Mill's theory of the right of the female sex to the franchise. I am one of those who hope that amongst the reforms which we introduce into this colony, we shall be among the first of the colonies or countries to concede to the fair sex the right to the franchise. . . . From what we see before us, there can be little doubt that a girls' public school may be made a great success; and when I think of the magnificent endowments given to public schools for boys, and how small a share of these endowments is given to girls' schools, I cannot help thinking it desirable that women should to some extent look after themselves. When they attain to their franchise, I am sure it will be their object to see that a proper share of education is given to the endowments which schools for girls should enjoy. None of us—I am now speaking of persons of my own sex—are admirers of what are known as strong-minded females; nor do we, I think, care much for blue stockingism; but on the other hand there are few men indeed who do not like to meet in the other sex with those who have minds of their own, ideas of their own; who have cultivated thoughts, and who are able to exchange thought for thought, and idea for idea." [36, 262, 176, 563]
advert-heading: DANCE MUSIC on Sale by T. B. HARDING, Hastings-street:— [351, 680, 470, 698]
article-paragraph: But we would, if we could, give every political right to intelligent women who possess independent property, and in whose hands a vote would not be likely to be influenced by considerations other than those of the public good. We would give every farmer's widow, every woman of independent property, a vote, and we are confident that the influence of such women would be in favour of purity and honesty in our public life. We are prepared to go this far, but not an inch further, and we are not without hope that Mr Vogel's opinions may undergo modification on the subject. [188, 1018, 322, 1139]
advert-heading: JUVENILE BOOKS on Sale by T. B. HARDING, Hastings-street:— [347, 116, 470, 133]
list-item: Moonshine—Goodchild—Haggisnose [334, 203, 445, 212]
advert-paragraph: Sold by Grocers, Chemists, &c., in large bottles at 1s and 2s each. [924, 328, 1074, 346]
advert-paragraph: Recommended for its PURITY by the Food Journal, the Anti-Adulteration Review, Arthur Hill Hassall, M.D., the Lancet, Wentworth Lascelles Scott, Esq., F.C.S., F.A.S.L., F.R.S.S.A., &c. [924, 291, 1074, 326]
gabriel-item: MESSRS GABRIEL'S ODONTALGIQUE ELIXIR. This celebrated mouth wash is most refreshing; it strengthens the gums, eradicates tartar and all injurious secretions, sweetens the breath, and for cleansing artificial Teeth is invaluable. Price 2s. [628, 1142, 764, 1225]
list-item: Mines Pin Island [334, 136, 383, 145]
price-row: Fourth Reading Book 9 [481, 144, 617, 153]
advert-text: Dr. Bright's Phosphodyne is sold only in cases at 4s 6d; Messrs Gabriel's Coralite Tooth-Paste, Royal Dentifrice, and Odontalgique Elixir, completely destroy and remove these animalcules, and thus preserve and beautify the Teeth and Gums. [628, 727, 764, 779]
advert-paragraph: THE most delicious and cheapest Sauce in the world! Warranted pure and free from any injurious ingredient. 424,992 bottles sold in one Month—(August, 1872). Sole unprecedented in the history of Sauces. [924, 136, 1074, 179]
column-2 [188, 62, 322, 1632]
advert-dance-music: DDANCE MUSIC on Sale by T. B. HARDING, Hastings-street:— Fleur de Lys Valse Cave de Sol Lancers Grand Galop Pas de Quatre Tout à Vous Don Carlos The Guards' Waltz Gaité de Cœur Dream of Love Fair Flowers Christmas Polka [334, 676, 470, 802]
list-item: Outlines of New Zealand, containing coloured Maps of the Colony. Crown 4to. [481, 361, 617, 378]
advert-title: PHOSPHODYNE, [793, 103, 895, 118]
advert-title: YORKSHIRE RELISH, [937, 123, 1061, 136]
advert-yorkshire-relish [924, 108, 1074, 220]
item-title: His Honor's Ruling. [196, 1179, 258, 1188]
list-item: Sleep, Angels Guard [334, 619, 394, 628]
list-item: Beautiful Blue Danube [334, 478, 401, 487]
list-item: Evergreen Waltz [334, 529, 382, 538]
column-5: JUDKINS & Co. HHAVE just introduced a new SINGLE-THREAD SEWING MACHINE for Domestic use. This Machine makes a twisted loop-stitch, whereby the utmost security of work, combined with ease and smoothness of action, is attained. The peculiar merits of this machine consist in its surpassing simplicity, durability, and certainty, which constitute it the most suitable and practical Family Sewing Machine to perform the every-day sewing of the family, and at a price that comes within the reach of all. It will hem, fell, seam, tuck, braid, and embroider—in fact, do all kinds of family sewing; and is well adapted for dressmaking and all light purposes. THE "JUDKINS" Lockstitch Sewing Machine. This admirable Machine is the most perfect Hand Shuttle Machine yet invented. It is so simple that the most inexperienced can operate it without any previous instruction, while it is incapable of derangement in working. The tension rarely requires regulating. From muslin, to dressed calico, woollen cloth, or even leather may be sewn without change of needle or cotton, or alteration of tension. The work is easily guided by one hand, particularly with the aid of the self-sewer, while the other is employed in turning it. When fixed on a stand it can be operated by hand or foot at pleasure. The application of a hand-machine to the stitching of leather opens a new field in the fancy work of ladies. Special needles are provided, and with these work of the most elaborate and beautiful description can readily be executed. "THE PRINCESS OF WALES" Is a large and stronger machine than the above, adapted for the heavier kinds of work. It embodies all the latest improvements in mechanism and manufacture, and leaves nothing to be desired in a Family Sewing Machine. Testimonials and samples of work free. Head Offices and General Depot:— JUDKINS & Co., 16 Ludgate Hill, London. Branches:—46 Sloane-street, Belgravia; and Industrial Court, Crystal Palace, Sydenham. GABRIEL'S PREPARATIONS FOR THE TEETH. Manufactured only by Messrs GABRIEL, Dentists, Ludgate Hill, London. Sold by Chemists, Perfumers, and Storekeepers throughout the world. MICROSCOPICAL INVESTIGATION has proved that the decaying substances which accumulate between the teeth contain animal and vegetable parasites, and that the tooth-powders, pastes, and washes in general use have no effect upon these. But Gabriel's preparations destroy the parasites, arrest decay, and preserve the enamel. Dr. Bright's Phosphodyne is sold only in cases at 4s 6d; Messrs Gabriel's Coralite Tooth-Paste, Royal Dentifrice, and Odontalgique Elixir, completely destroy and remove these animalcules, and thus preserve and beautify the Teeth and Gums. MESSRS GABRIEL'S "SEDADENT," or Cure for Toothache. This extraordinary application, marvellous in its effects, gives immediate relief, without injuring the tooth, and forms a temporary stopping. Price 1s 1½d. MESSRS GABRIEL'S CORALITE TOOTH-PASTE, for cleansing and improving the Teeth, imparts a natural redness to the gums, and gives brilliancy to the Enamel. Price 1s 6d. MESSRS GABRIEL'S ROYAL DENTIFRICE, prepared from a recipe as used by her Majesty; gives the Teeth a pearl-like whiteness, and imparts a delicious fragrance to the breath. Price 1s 6d. MESSRS GABRIEL'S WHITE GUTTA PERCHA ENAMEL, for stopping decayed teeth, renders the Tooth sound and useful for mastication, no matter how far decayed. Price 1s 6d. MESSRS GABRIEL'S OSTEO-ENAMEL STOPPING, warranted to remain white and firm as the Tooth itself. This beautiful Preparation restores front teeth, and can easily be used. Sufficient to stop six Teeth. Price 5s. MESSRS GABRIEL'S ODONTALGIQUE ELIXIR. This celebrated mouth wash is most refreshing; it strengthens the gums, eradicates tartar and all injurious secretions, sweetens the breath, and for cleansing artificial Teeth is invaluable. Price 2s. Full directions for use enclosed in each box. Messrs GABRIEL are particularly successful in their system of Artificial Teeth, which they fix firmly in the mouth by means of an Elastic Gum, without springs, painlessly, and without any operation. All correspondence must be addressed—"Messrs GABRIEL, Dentists, 72 Ludgate Hill, City, London." All the above preparations are on sale by T. B. HARDING, Hastings-street, Napier. [628, 64, 764, 1333]
opinion: Dr. R. Quain, F.R.C.P., Physician to the Hospital for Consumption, Brompton, remarks:—"It cannot be doubted that this Phosphatic preparation will henceforth rank foremost in therapeutics." [776, 1007, 912, 1051]
advert-title: QUININE WINE, [953, 241, 1045, 254]
list-item: Danube River [334, 386, 375, 395]
advert-address: Head Offices and General Depot:— JUDKINS & Co., 16 Ludgate Hill, London. Branches:—46 Sloane-street, Belgravia; and Industrial Court, Crystal Palace, Sydenham. [628, 516, 764, 551]
article-paragraph: We are at a loss for arguments why the franchise should not at once be extended to women who are householders. To quote the forcible words of a pamphlet published in Nelson, some four years ago, "Why has a woman no power to vote, no right to vote, when she happens to possess all the requisites which legally qualify a man for that right? She may be a householder, have large possessions, and pay her share of taxes towards the public revenue, but are disqualified because she is a woman. Were it a question of general knowledge and intelligence as compared with men, women might submit unmurmuringly; but this is not the case. The point is, Is she as capable as our bullock-drivers, labourers, and mechanics?" It would be an insult to the majority of the women who manage their own affairs, and who are the heads of households, to place in comparison with the ignorant and debauched men who form so large a number in every electoral body, or question their superior fitness to exercise a wise selection of those to whom shall be entrusted the charge of making the laws on which must depend the general happiness and welfare. We do not advocate the extension of the franchise to women in households where there is a male representative, though under a system of universal suffrage arguments for it might be adduced. [36, 566, 176, 824]
list-item: Aloha—Queen Emma [334, 520, 399, 529]
gabriel-item: MESSRS GABRIEL'S OSTEO-ENAMEL STOPPING, warranted to remain white and firm as the Tooth itself. This beautiful Preparation restores front teeth, and can easily be used. Sufficient to stop six Teeth. Price 5s. [628, 1063, 764, 1138]
list-item: Autobiography of a Neuropathist Day [334, 161, 443, 170]
list-item: OAKEY'S WELLINGTON KNIFE POLISH. Packets, 3d each; tins, 6d, 1s, 2s 6d, and 4s each. [924, 412, 1074, 429]
list-item: A Cottage Dream [334, 394, 385, 403]
advert-subtitle: EMERY AND BLACK-LEAD MILLS, [941, 391, 1057, 400]
advert-paragraph: Despondency, Low Spirits.—The misery occasioned by a disordered digestion is unfortunately felt by most. These famous pills should be taken in appropriate doses to adjust the disturbed functions. [924, 880, 1074, 923]
opinion: Dr. Lankester, the eminent Coroner, says:—"Dr. Bright's Phosphodyne is calculated to entirely supersede the mercury, sarsaparilla, quinine, and codliver oil." [776, 970, 912, 1005]
column-rule [918, 62, 919, 1632]
list-item: OAKEY'S CABINET GLASS-PAPER, BLACK-LEAD, &c. [924, 512, 1074, 530]
column-6 [776, 62, 912, 1632]
advert-paragraph: Erysipelas and Scrofulous Sores.—In all irritations of the skin, sores, ulcers, burns, or scrofulous disorders of any kind, Holloway's ointment presents a ready and easy means of cure. It manifests a peculiar power in restraining inflammation, removing stagnation, cooling the heated blood, and checking all acrimonious and unhealthy discharges. [481, 906, 617, 975]
article-paragraph: We think the electoral body would everywhere be improved by the introduction into it of a number of sensible women, and that the sex generally would then give more attention to public affairs, and devote their attention less exclusively to the frivolities of dress. Women would also begin to better comprehend their social disabilities—the cruelty of the law which bars them, when married, from holding separate property, and other legislative acts of less enlightened times, which under an equitable representation would be swept away. In England, a large body of electors are said to be opposed to any concession to women, and meet the question with "Hang the missuses, they've too much power already!" If Mr Vogel seriously contemplates, as his words quoted above would lead us to expect, becoming the champion of the just claims of women, he will earn for himself a name of more certain honor than that which awaits him as a financier, and no statesman who has ruled in New Zealand ever had equal power to set at defiance ignorant clamor and selfish jealousy when opposed to a great social reformation. [36, 827, 176, 1042]
music-list [334, 701, 470, 802]
advert-paragraph: Sold by Grocers and Oilmen in bottles 6d, 1s, and 2s each. [924, 182, 1074, 200]
list-item: OAKEY'S GENUINE EMERY, (Grain and Flour.) [924, 489, 1070, 498]
price-row: First Geography for New Zealand 1s [481, 245, 617, 254]
list-item: Gaité de Cœur [334, 768, 376, 777]
list-item: Old Merry's Annual, 1873 [334, 195, 410, 204]
list-item: Handbooks—Boating, Fishing, Croquet, Cricket, Outdoor Games, Domestic Economy [334, 971, 470, 988]
firm-address: 4 Old Jewry, London E.C. [961, 93, 1037, 102]
list-item: Lancers [334, 717, 357, 726]
advert-heading: VOCAL MUSIC on Sale by T. B. HARDING, Hastings-street:— [351, 548, 470, 566]
list-item: The Monkey Quadrilles [334, 369, 403, 378]
advert-paragraph: Is a large and stronger machine than the above, adapted for the heavier kinds of work. It embodies all the latest improvements in mechanism and manufacture, and leaves nothing to be desired in a Family Sewing Machine. [628, 450, 764, 502]
advert-paragraph: IS an invaluable and agreeable Stomachic to all suffering from General Debility, Indigestion, Nervousness, and Loss of Appetite. [924, 262, 1074, 288]
advert-heading: PIANOFORTE MUSIC on Sale by T. B. HARDING, Hastings-street:— [349, 349, 470, 366]
article-paragraph: We venture to think that Mr Vogel did rather a foolish thing when he told the girls of the Dunedin High School that he hoped in due time they would become electors of the Colony. We believe that in many respects women occupy a false position in society—that they are debarred from many pursuits in which they are eminently qualified to excel; but we cannot believe that their position would be at all improved by having the field of politics thrown open to them ex more. Where a woman holds property in her own right, and entirely under her own control, it is but fair that she should exercise the same amount of political influence, by vote or otherwise, as the possession of similar property would confer on a man. This she already has in regard to the minor forms of the franchise, such as that for Road Boards, Municipal Councils, &c. Why it should be refused in the election of Parliamentary representatives, we do not know. If there be any struggle at all underlying our present system of representation it is undoubtedly that of the representation of [36, 1057, 176, 1255]
advert-paragraph: Sold at the establishment of Professor Holloway, 244 Strand (near Temple Bar), London; also by all respectable Druggists and Dealers in medicines throughout the civilised world, at the following prices:—1s 1½d, 2s 9d, 4s 6d, 11s, 22s, and 33s each box. There is a considerable saving by taking the larger sizes. N.B.—Directions for the guidance of patients in every disorder are affixed to each box. [924, 1040, 1074, 1109]
column-1 [36, 62, 176, 1632]
list-item: Sewing Machine Sundries [342, 991, 418, 1000]
list-item: Pas de Quatre [334, 734, 374, 743]
issue-date: 9th January, 1874. [988, 32, 1076, 46]
section-title: Public Opinion. [49, 62, 163, 77]
product-name: THE "JUDKINS" [667, 250, 725, 260]
list-item: Children's Sunday Album—160 pictures [334, 220, 451, 229]
